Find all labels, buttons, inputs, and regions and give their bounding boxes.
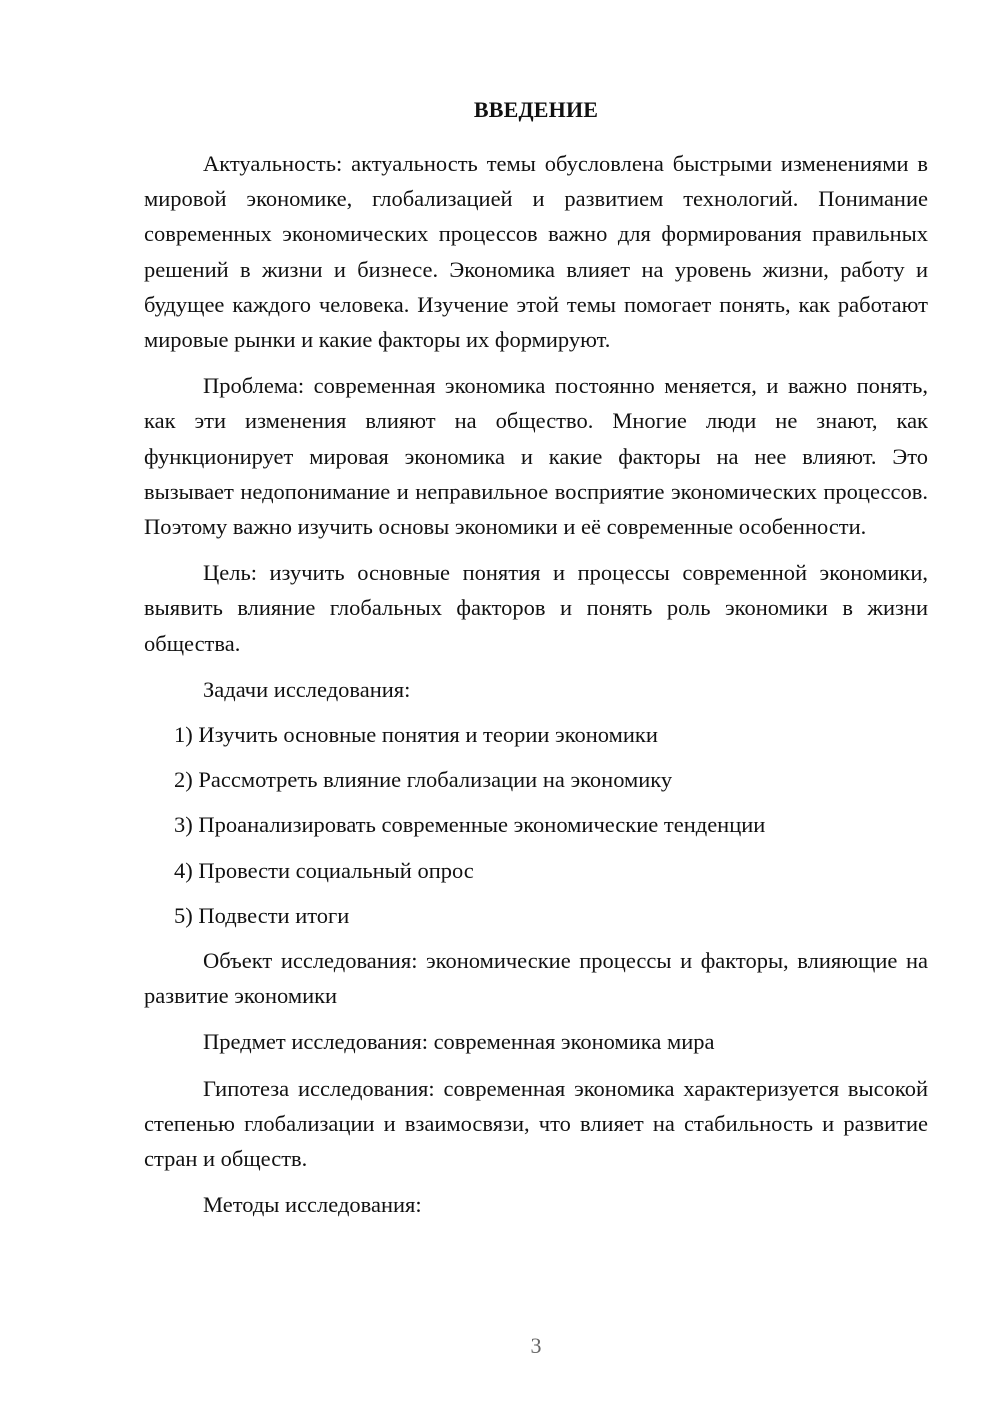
tasks-list [144, 717, 928, 933]
paragraph-relevance: Актуальность: актуальность темы обусловлена быстрыми изменениями в мировой экономике, глобализацией и развитием технологий. Понимание современных экономических процессов важно для формирования правильных решений в жизни и бизнесе. Экономика влияет на уровень жизни, работу и будущее каждого человека. Изучение этой темы помогает понять, как работают мировые рынки и какие факторы их формируют. [144, 151, 928, 353]
page-number: 3 [530, 1333, 542, 1358]
section-title: ВВЕДЕНИЕ [473, 97, 599, 122]
paragraph-problem: Проблема: современная экономика постоянно меняется, и важно понять, как эти изменения влияют на общество. Многие люди не знают, как функционирует мировая экономика и какие факторы на нее влияют. Это вызывает недопонимание и неправильное восприятие экономических процессов. Поэтому важно изучить основы экономики и её современные особенности. [144, 373, 928, 540]
task-item-4: 4) Провести социальный опрос [174, 857, 474, 883]
task-item-2: 2) Рассмотреть влияние глобализации на экономику [174, 767, 673, 793]
task-item-5: 5) Подвести итоги [174, 902, 350, 928]
task-item-3: 3) Проанализировать современные экономические тенденции [174, 812, 766, 838]
paragraph-subject: Предмет исследования: современная экономика мира [203, 1029, 715, 1055]
paragraph-goal: Цель: изучить основные понятия и процессы современной экономики, выявить влияние глобальных факторов и понять роль экономики в жизни общества. [144, 560, 928, 656]
page-content [144, 96, 928, 1233]
task-item-1: 1) Изучить основные понятия и теории экономики [174, 722, 658, 748]
tasks-heading: Задачи исследования: [203, 676, 411, 702]
paragraph-hypothesis: Гипотеза исследования: современная экономика характеризуется высокой степенью глобализации и взаимосвязи, что влияет на стабильность и развитие стран и обществ. [144, 1075, 928, 1172]
paragraph-methods: Методы исследования: [203, 1192, 422, 1218]
paragraph-object: Объект исследования: экономические процессы и факторы, влияющие на развитие экономики [144, 948, 928, 1009]
